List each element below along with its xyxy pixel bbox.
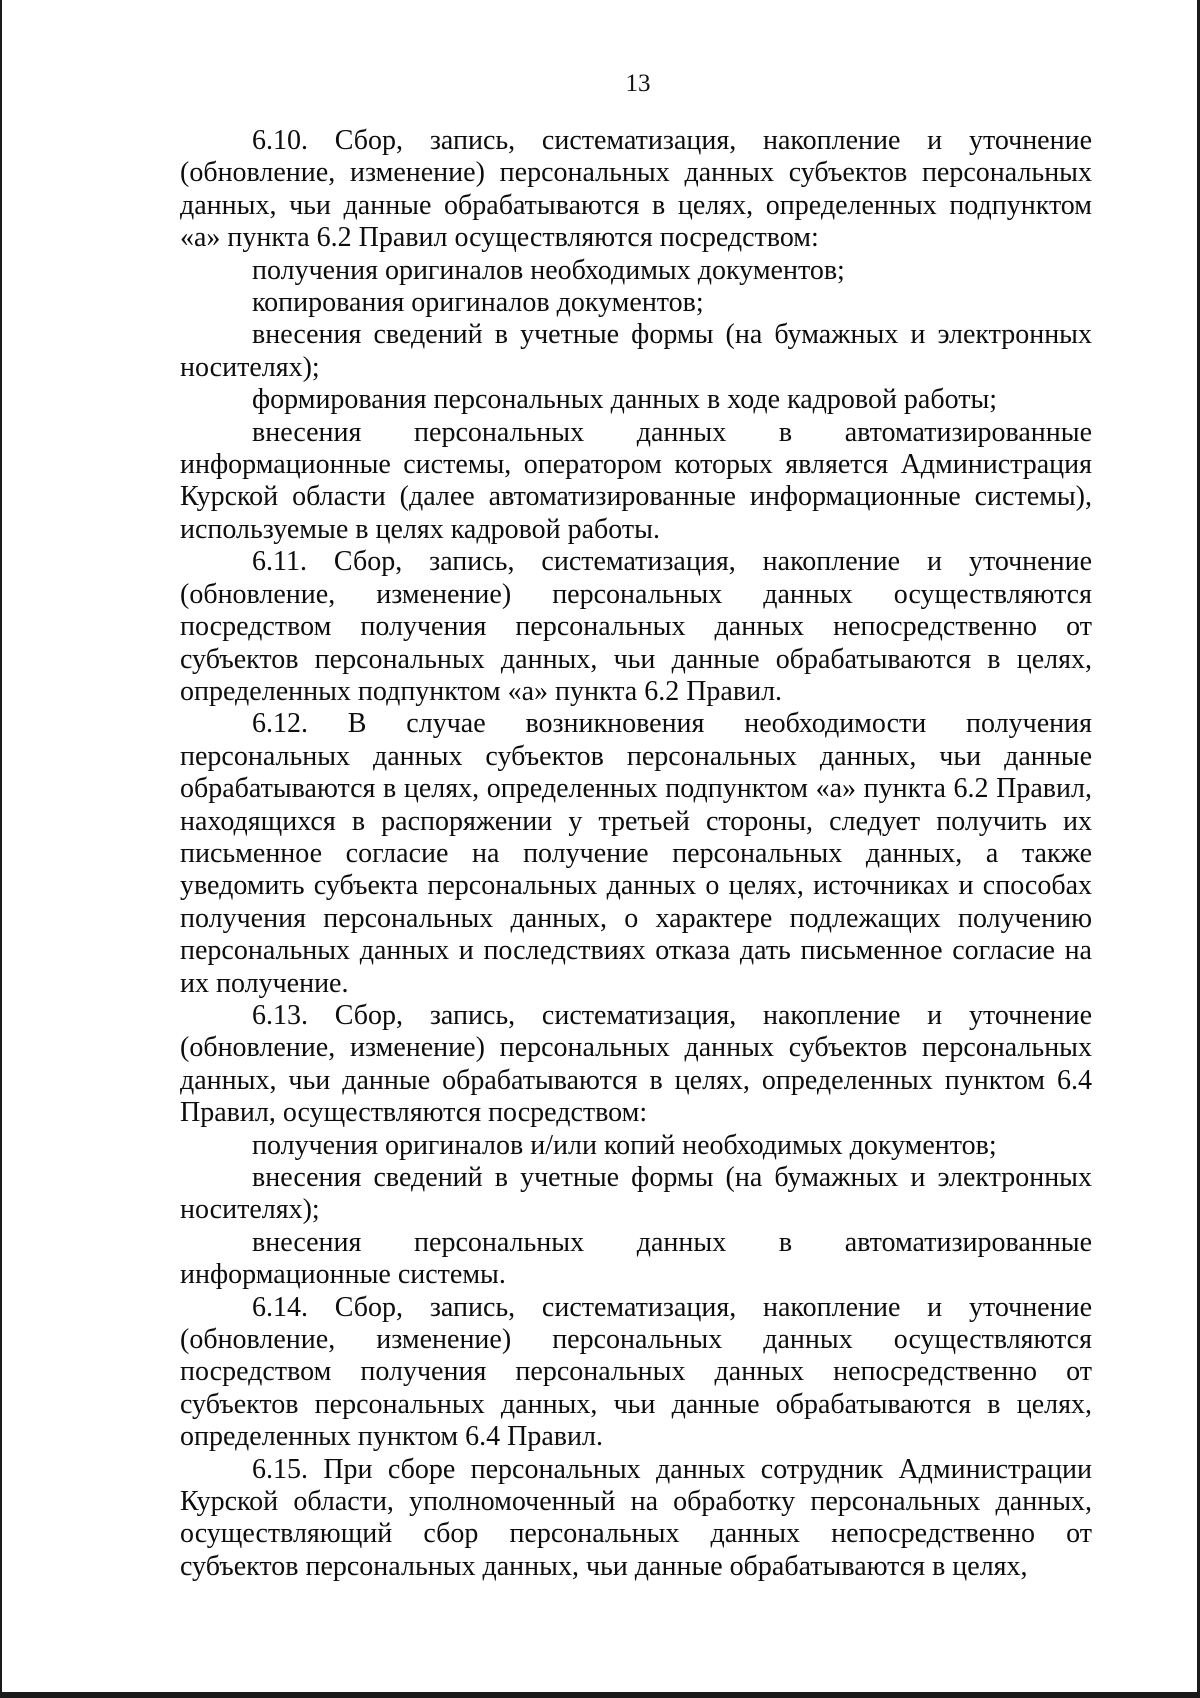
list-item-copying: копирования оригиналов документов; <box>252 287 704 319</box>
paragraph-6-11: 6.11. Сбор, запись, систематизация, накопление и уточнение (обновление, изменение) персональных данных осуществляются посредством получения персональных данных непосредственно от субъектов персональных данных, чьи данные обрабатываются в целях, определенных подпунктом «а» пункта 6.2 Правил. <box>180 546 1092 707</box>
page-number: 13 <box>625 70 651 97</box>
paragraph-6-13: 6.13. Сбор, запись, систематизация, накопление и уточнение (обновление, изменение) персональных данных субъектов персональных данных, чьи данные обрабатываются в целях, определенных пунктом 6.4 Правил, осуществляются посредством: <box>180 999 1092 1129</box>
list-item-hr-work: формирования персональных данных в ходе кадровой работы; <box>252 384 998 416</box>
document-body <box>180 125 1092 1583</box>
paragraph-6-14: 6.14. Сбор, запись, систематизация, накопление и уточнение (обновление, изменение) персональных данных осуществляются посредством получения персональных данных непосредственно от субъектов персональных данных, чьи данные обрабатываются в целях, определенных пунктом 6.4 Правил. <box>180 1291 1092 1453</box>
list-item-originals: получения оригиналов необходимых документов; <box>252 254 845 286</box>
paragraph-6-12: 6.12. В случае возникновения необходимости получения персональных данных субъектов персональных данных, чьи данные обрабатываются в целях, определенных подпунктом «а» пункта 6.2 Правил, находящихся в распоряжении у третьей стороны, следует получить их письменное согласие на получение персональных данных, а также уведомить субъекта персональных данных о целях, источниках и способах получения персональных данных, о характере подлежащих получению персональных данных и последствиях отказа дать письменное согласие на их получение. <box>180 708 1092 999</box>
list-item-originals-copies: получения оригиналов и/или копий необходимых документов; <box>252 1129 997 1161</box>
scan-border-left <box>0 0 2 1698</box>
scan-border-bottom <box>0 1692 1200 1698</box>
list-item-forms: внесения сведений в учетные формы (на бумажных и электронных носителях); <box>180 319 1092 383</box>
list-item-info-systems-2: внесения персональных данных в автоматизированные информационные системы. <box>180 1226 1092 1291</box>
paragraph-6-15: 6.15. При сборе персональных данных сотрудник Администрации Курской области, уполномоченный на обработку персональных данных, осуществляющий сбор персональных данных непосредственно от субъектов персональных данных, чьи данные обрабатываются в целях, <box>180 1453 1092 1582</box>
list-item-info-systems: внесения персональных данных в автоматизированные информационные системы, оператором которых является Администрация Курской области (далее автоматизированные информационные системы), используемые в целях кадровой работы. <box>180 416 1092 545</box>
paragraph-6-10: 6.10. Сбор, запись, систематизация, накопление и уточнение (обновление, изменение) персональных данных субъектов персональных данных, чьи данные обрабатываются в целях, определенных подпунктом «а» пункта 6.2 Правил осуществляются посредством: <box>180 125 1092 254</box>
list-item-forms-2: внесения сведений в учетные формы (на бумажных и электронных носителях); <box>180 1162 1092 1226</box>
